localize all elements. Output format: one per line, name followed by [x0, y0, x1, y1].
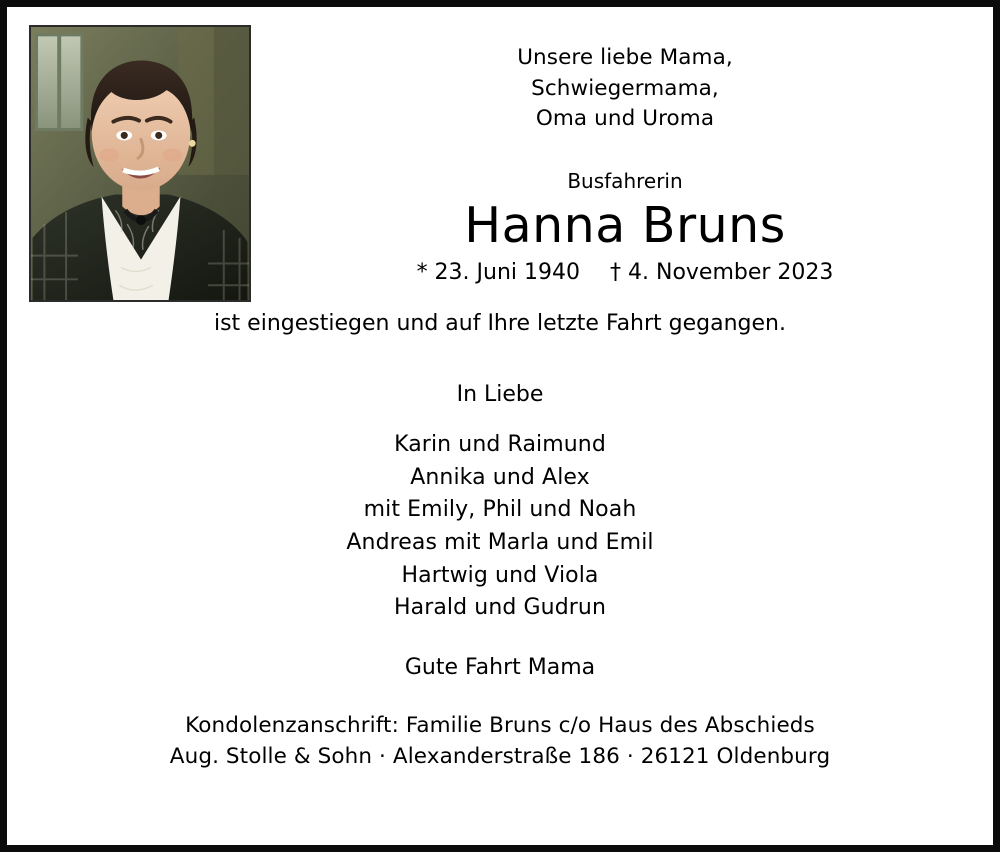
- family-line: Annika und Alex: [410, 464, 590, 490]
- salutation-line-3: Oma und Uroma: [535, 106, 715, 132]
- salutation-line-2: Schwiegermama,: [531, 75, 719, 101]
- condolence-line-2: Aug. Stolle & Sohn · Alexanderstraße 186 · 26121 Oldenburg: [169, 743, 831, 769]
- occupation-label: Busfahrerin: [567, 168, 683, 193]
- portrait-image: [31, 27, 249, 300]
- life-dates: [279, 260, 971, 285]
- death-date: † 4. November 2023: [610, 260, 834, 286]
- condolence-address: [29, 710, 971, 772]
- in-love-label: In Liebe: [456, 382, 544, 408]
- deceased-name: Hanna Bruns: [464, 196, 786, 254]
- portrait-photo: [29, 25, 251, 302]
- family-line: Hartwig und Viola: [401, 562, 599, 588]
- memorial-sentence: ist eingestiegen und auf Ihre letzte Fahrt gegangen.: [213, 311, 786, 337]
- card-inner: [7, 7, 993, 845]
- birth-date: * 23. Juni 1940: [416, 260, 581, 286]
- condolence-line-1: Kondolenzanschrift: Familie Bruns c/o Haus des Abschieds: [185, 712, 815, 738]
- family-line: Karin und Raimund: [394, 432, 606, 458]
- family-line: Harald und Gudrun: [393, 595, 607, 621]
- family-line: mit Emily, Phil und Noah: [363, 497, 637, 523]
- farewell-message: Gute Fahrt Mama: [404, 654, 596, 680]
- salutation-line-1: Unsere liebe Mama,: [517, 45, 733, 70]
- body-text-column: [29, 311, 971, 772]
- salutation-block: [279, 43, 971, 135]
- family-line: Andreas mit Marla und Emil: [346, 530, 654, 555]
- family-list: [29, 429, 971, 624]
- header-text-column: [279, 43, 971, 285]
